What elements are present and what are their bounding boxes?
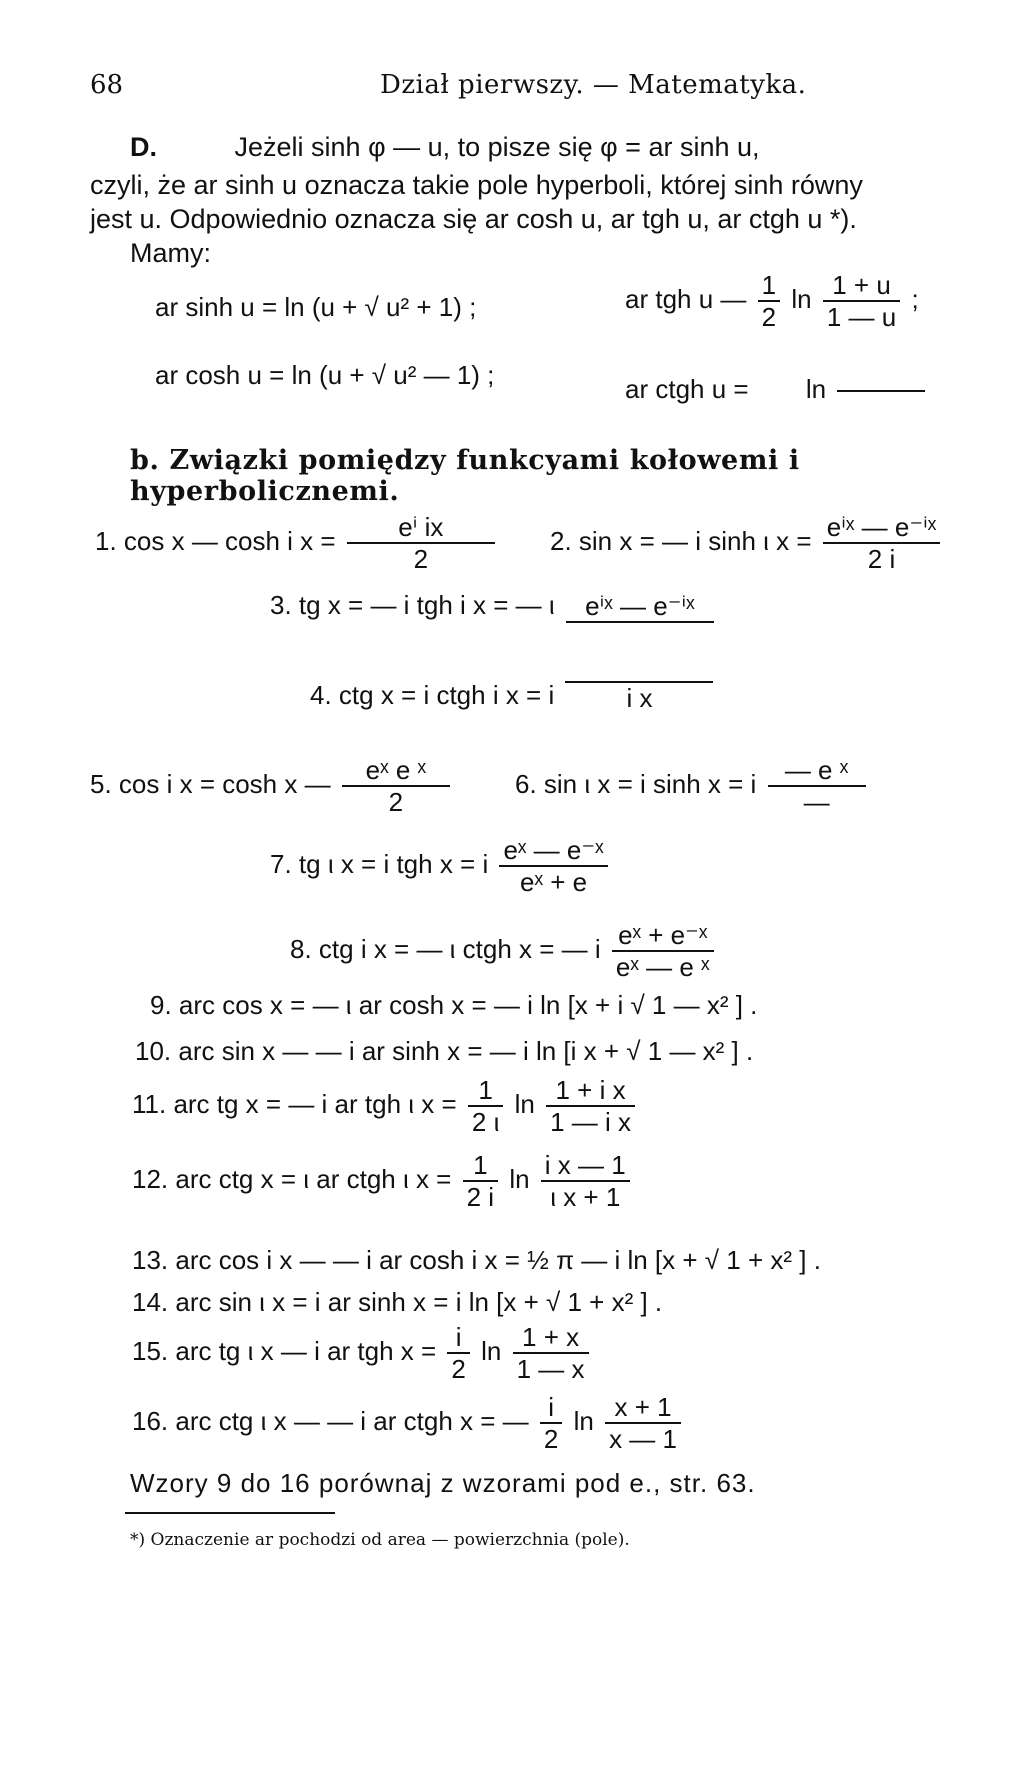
- section-a-line-3: jest u. Odpowiednio oznacza się ar cosh u, ar tgh u, ar ctgh u *).: [90, 204, 857, 234]
- formula-artgh: [625, 270, 919, 332]
- artgh-fraction-1: $\frac{1}{2}$: [758, 270, 780, 332]
- artgh-fraction-2: $\frac{1 + u}{1 — u}$: [823, 270, 900, 332]
- running-title: Dział pierwszy. — Matematyka.: [380, 70, 807, 100]
- artgh-left: ar tgh u —: [625, 283, 747, 314]
- formula-8: 8. ctg i x = — ι ctgh x = — i $\frac{\text{eˣ + e⁻ˣ}}{\text{eˣ — e ˣ}}$: [290, 920, 718, 982]
- formula-13: 13. arc cos i x — — i ar cosh i x = ½ π — i ln [x + √ 1 + x² ] .: [132, 1245, 821, 1275]
- formula-15: 15. arc tg ι x — i ar tgh x = $\frac{i}{2}$ ln $\frac{1 + x}{1 — x}$: [132, 1322, 593, 1384]
- formula-arcosh: ar cosh u = ln (u + √ u² — 1) ;: [155, 360, 495, 390]
- formula-12: 12. arc ctg x = ι ar ctgh ι x = $\frac{1}{2 i}$ ln $\frac{\text{i x — 1}}{\text{ι x + 1}}$: [132, 1150, 634, 1212]
- formula-3: 3. tg x = — i tgh i x = — ι eⁱˣ — e⁻ⁱˣ: [270, 590, 718, 623]
- formula-6: 6. sin ι x = i sinh x = i $\frac{\text{— e ˣ}}{—}$: [515, 755, 870, 817]
- formula-11: 11. arc tg x = — i ar tgh ι x = $\frac{1}{2 \iota}$ ln $\frac{\text{1 + i x}}{\text{1 — i x}}$: [132, 1075, 639, 1137]
- formula-10: 10. arc sin x — — i ar sinh x = — i ln [i x + √ 1 — x² ] .: [135, 1036, 754, 1066]
- artgh-end: ;: [911, 283, 919, 314]
- formula-9: 9. arc cos x = — ι ar cosh x = — i ln [x + i √ 1 — x² ] .: [150, 990, 758, 1020]
- arctgh-fraction: [837, 360, 925, 422]
- formula-arctgh: ar ctgh u = ln: [625, 360, 929, 422]
- closing-remark: Wzory 9 do 16 porównaj z wzorami pod e., str. 63.: [130, 1468, 756, 1498]
- section-marker: D.: [130, 132, 157, 162]
- section-a-line-1: [130, 128, 760, 166]
- formula-7: 7. tg ι x = i tgh x = i $\frac{\text{eˣ — e⁻ˣ}}{\text{eˣ + e}}$: [270, 835, 612, 897]
- footnote: *) Oznaczenie ar pochodzi od area — powierzchnia (pole).: [130, 1530, 630, 1550]
- formula-14: 14. arc sin ι x = i ar sinh x = i ln [x + √ 1 + x² ] .: [132, 1287, 663, 1317]
- formula-16: 16. arc ctg ι x — — i ar ctgh x = — $\frac{i}{2}$ ln $\frac{x + 1}{x — 1}$: [132, 1392, 685, 1454]
- section-a-line-4: Mamy:: [130, 238, 211, 268]
- formula-arsinh: ar sinh u = ln (u + √ u² + 1) ;: [155, 292, 477, 322]
- section-heading: b. Związki pomiędzy funkcyami kołowemi i hyperbolicznemi.: [130, 445, 800, 507]
- definition-text: Jeżeli sinh φ — u, to pisze się φ = ar sinh u,: [234, 132, 760, 162]
- artgh-ln: ln: [791, 283, 812, 314]
- section-a-line-2: czyli, że ar sinh u oznacza takie pole hyperboli, której sinh równy: [90, 170, 863, 200]
- formula-5: 5. cos i x = cosh x — $\frac{\text{eˣ e ˣ}}{2}$: [90, 755, 454, 817]
- footnote-rule: [125, 1512, 335, 1514]
- formula-4: 4. ctg x = i ctgh i x = i i x: [310, 680, 717, 713]
- page-number: 68: [90, 70, 124, 100]
- formula-1: 1. cos x — cosh i x = $\frac{\text{eⁱ ix}}{2}$: [95, 512, 499, 574]
- formula-2: 2. sin x = — i sinh ι x = $\frac{\text{eⁱˣ — e⁻ⁱˣ}}{2 i}$: [550, 512, 944, 574]
